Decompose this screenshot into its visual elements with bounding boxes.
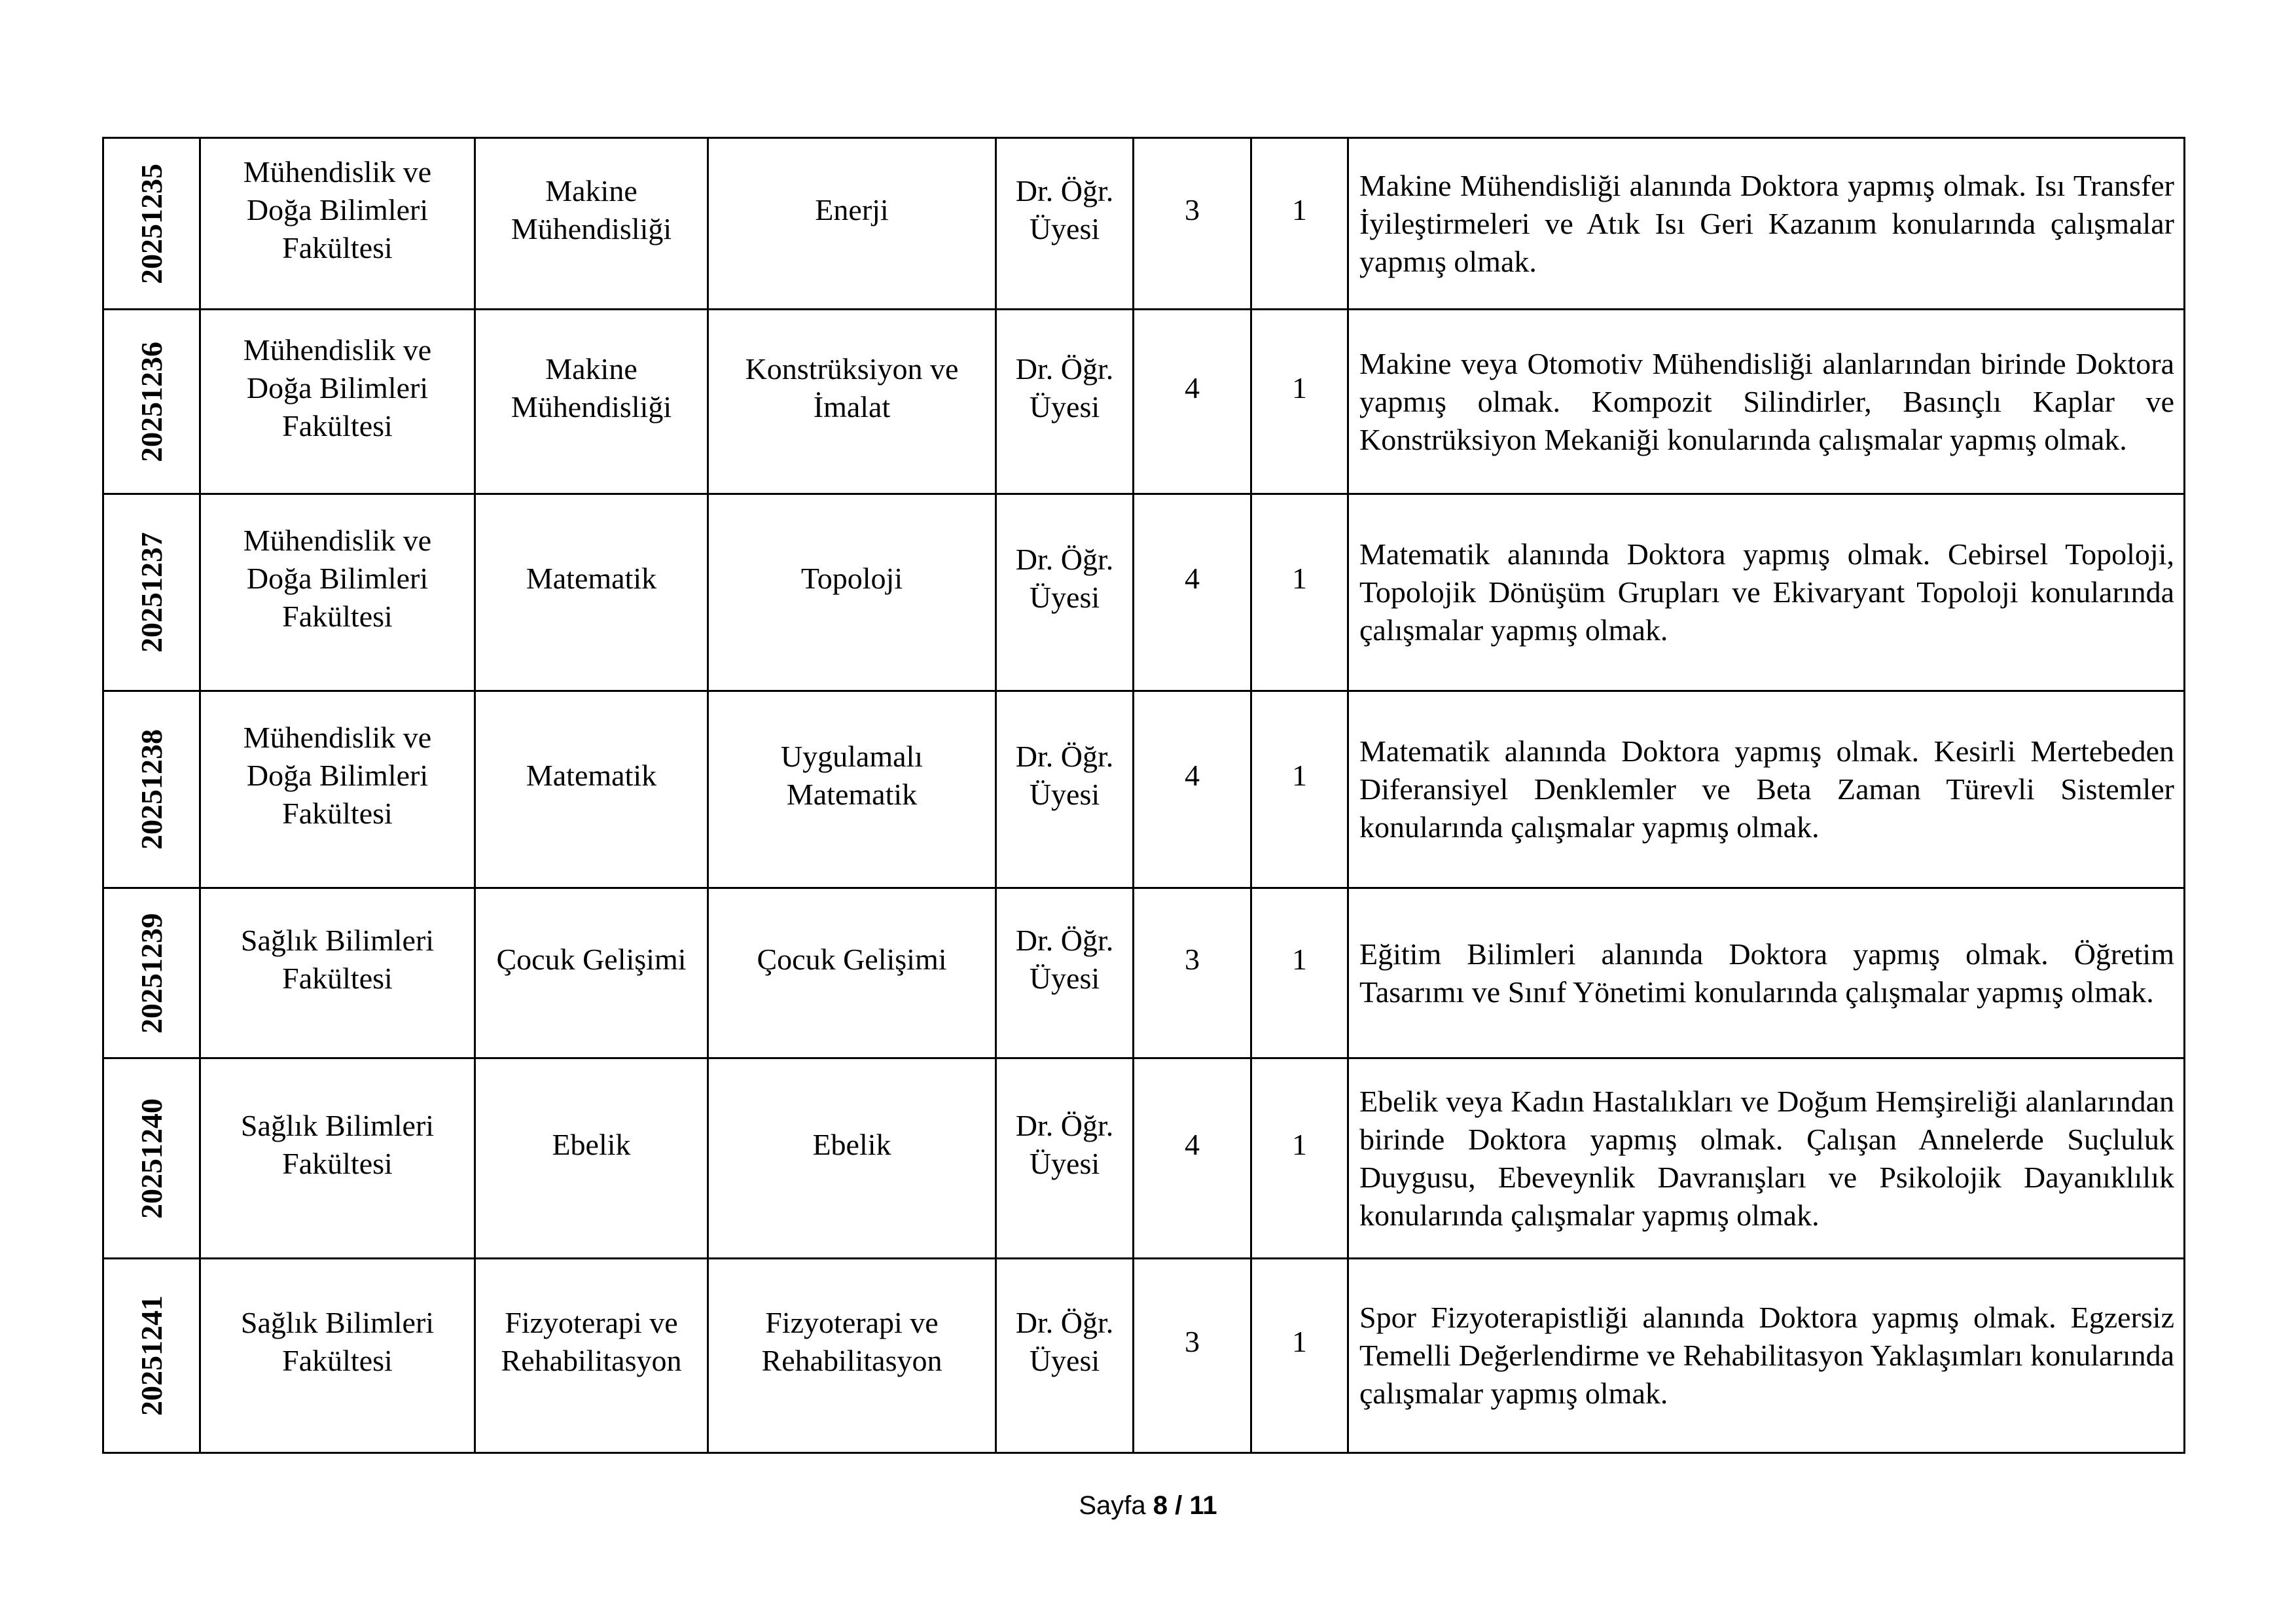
count-cell: 1	[1251, 888, 1348, 1058]
faculty-cell: Mühendislik ve Doğa Bilimleri Fakültesi	[200, 310, 475, 494]
faculty-cell: Sağlık Bilimleri Fakültesi	[200, 1259, 475, 1453]
position-code: 20251238	[134, 729, 168, 850]
table-row	[103, 888, 2185, 1058]
title-cell: Dr. Öğr. Üyesi	[996, 888, 1134, 1058]
position-code-cell	[103, 691, 200, 888]
field-cell: Fizyoterapi ve Rehabilitasyon	[708, 1259, 996, 1453]
position-code-cell	[103, 1058, 200, 1259]
total-pages-number: 11	[1189, 1491, 1217, 1520]
position-code: 20251239	[134, 912, 168, 1034]
title-cell: Dr. Öğr. Üyesi	[996, 138, 1134, 310]
page-footer	[0, 1489, 2296, 1522]
current-page-number: 8	[1153, 1491, 1168, 1520]
title-cell: Dr. Öğr. Üyesi	[996, 494, 1134, 691]
requirements-cell: Matematik alanında Doktora yapmış olmak. Cebirsel Topoloji, Topolojik Dönüşüm Grupları ve Ekivaryant Topoloji konularında çalışmalar yapmış olmak.	[1348, 494, 2185, 691]
degree-cell: 4	[1134, 494, 1251, 691]
position-code-cell	[103, 138, 200, 310]
count-cell: 1	[1251, 138, 1348, 310]
field-cell: Ebelik	[708, 1058, 996, 1259]
page-label: Sayfa	[1079, 1491, 1146, 1520]
degree-cell: 3	[1134, 1259, 1251, 1453]
positions-table	[102, 137, 2185, 1454]
degree-cell: 3	[1134, 138, 1251, 310]
page-separator: /	[1175, 1491, 1183, 1520]
degree-cell: 4	[1134, 310, 1251, 494]
position-code-cell	[103, 1259, 200, 1453]
requirements-cell: Eğitim Bilimleri alanında Doktora yapmış olmak. Öğretim Tasarımı ve Sınıf Yönetimi konularında çalışmalar yapmış olmak.	[1348, 888, 2185, 1058]
faculty-cell: Mühendislik ve Doğa Bilimleri Fakültesi	[200, 494, 475, 691]
count-cell: 1	[1251, 1058, 1348, 1259]
position-code: 20251241	[134, 1295, 168, 1416]
title-cell: Dr. Öğr. Üyesi	[996, 310, 1134, 494]
table-row	[103, 1058, 2185, 1259]
department-cell: Makine Mühendisliği	[475, 138, 708, 310]
field-cell: Enerji	[708, 138, 996, 310]
table-row	[103, 1259, 2185, 1453]
department-cell: Matematik	[475, 691, 708, 888]
position-code-cell	[103, 494, 200, 691]
degree-cell: 3	[1134, 888, 1251, 1058]
requirements-cell: Matematik alanında Doktora yapmış olmak. Kesirli Mertebeden Diferansiyel Denklemler ve Beta Zaman Türevli Sistemler konularında çalışmalar yapmış olmak.	[1348, 691, 2185, 888]
position-code: 20251237	[134, 532, 168, 653]
department-cell: Ebelik	[475, 1058, 708, 1259]
faculty-cell: Mühendislik ve Doğa Bilimleri Fakültesi	[200, 691, 475, 888]
title-cell: Dr. Öğr. Üyesi	[996, 691, 1134, 888]
faculty-cell: Mühendislik ve Doğa Bilimleri Fakültesi	[200, 138, 475, 310]
position-code: 20251235	[134, 163, 168, 284]
department-cell: Fizyoterapi ve Rehabilitasyon	[475, 1259, 708, 1453]
requirements-cell: Makine Mühendisliği alanında Doktora yapmış olmak. Isı Transfer İyileştirmeleri ve Atık Isı Geri Kazanım konularında çalışmalar yapmış olmak.	[1348, 138, 2185, 310]
count-cell: 1	[1251, 494, 1348, 691]
table-row	[103, 138, 2185, 310]
count-cell: 1	[1251, 310, 1348, 494]
department-cell: Çocuk Gelişimi	[475, 888, 708, 1058]
field-cell: Uygulamalı Matematik	[708, 691, 996, 888]
count-cell: 1	[1251, 1259, 1348, 1453]
table-row	[103, 494, 2185, 691]
department-cell: Makine Mühendisliği	[475, 310, 708, 494]
title-cell: Dr. Öğr. Üyesi	[996, 1058, 1134, 1259]
position-code: 20251240	[134, 1098, 168, 1219]
requirements-cell: Makine veya Otomotiv Mühendisliği alanlarından birinde Doktora yapmış olmak. Kompozit Silindirler, Basınçlı Kaplar ve Konstrüksiyon Mekaniği konularında çalışmalar yapmış olmak.	[1348, 310, 2185, 494]
field-cell: Topoloji	[708, 494, 996, 691]
degree-cell: 4	[1134, 691, 1251, 888]
faculty-cell: Sağlık Bilimleri Fakültesi	[200, 888, 475, 1058]
position-code: 20251236	[134, 341, 168, 462]
table-row	[103, 310, 2185, 494]
position-code-cell	[103, 888, 200, 1058]
count-cell: 1	[1251, 691, 1348, 888]
department-cell: Matematik	[475, 494, 708, 691]
faculty-cell: Sağlık Bilimleri Fakültesi	[200, 1058, 475, 1259]
requirements-cell: Spor Fizyoterapistliği alanında Doktora yapmış olmak. Egzersiz Temelli Değerlendirme ve Rehabilitasyon Yaklaşımları konularında çalışmalar yapmış olmak.	[1348, 1259, 2185, 1453]
position-code-cell	[103, 310, 200, 494]
table-body	[103, 138, 2185, 1453]
field-cell: Çocuk Gelişimi	[708, 888, 996, 1058]
degree-cell: 4	[1134, 1058, 1251, 1259]
field-cell: Konstrüksiyon ve İmalat	[708, 310, 996, 494]
title-cell: Dr. Öğr. Üyesi	[996, 1259, 1134, 1453]
table-row	[103, 691, 2185, 888]
requirements-cell: Ebelik veya Kadın Hastalıkları ve Doğum Hemşireliği alanlarından birinde Doktora yapmış olmak. Çalışan Annelerde Suçluluk Duygusu, Ebeveynlik Davranışları ve Psikolojik Dayanıklılık konularında çalışmalar yapmış olmak.	[1348, 1058, 2185, 1259]
